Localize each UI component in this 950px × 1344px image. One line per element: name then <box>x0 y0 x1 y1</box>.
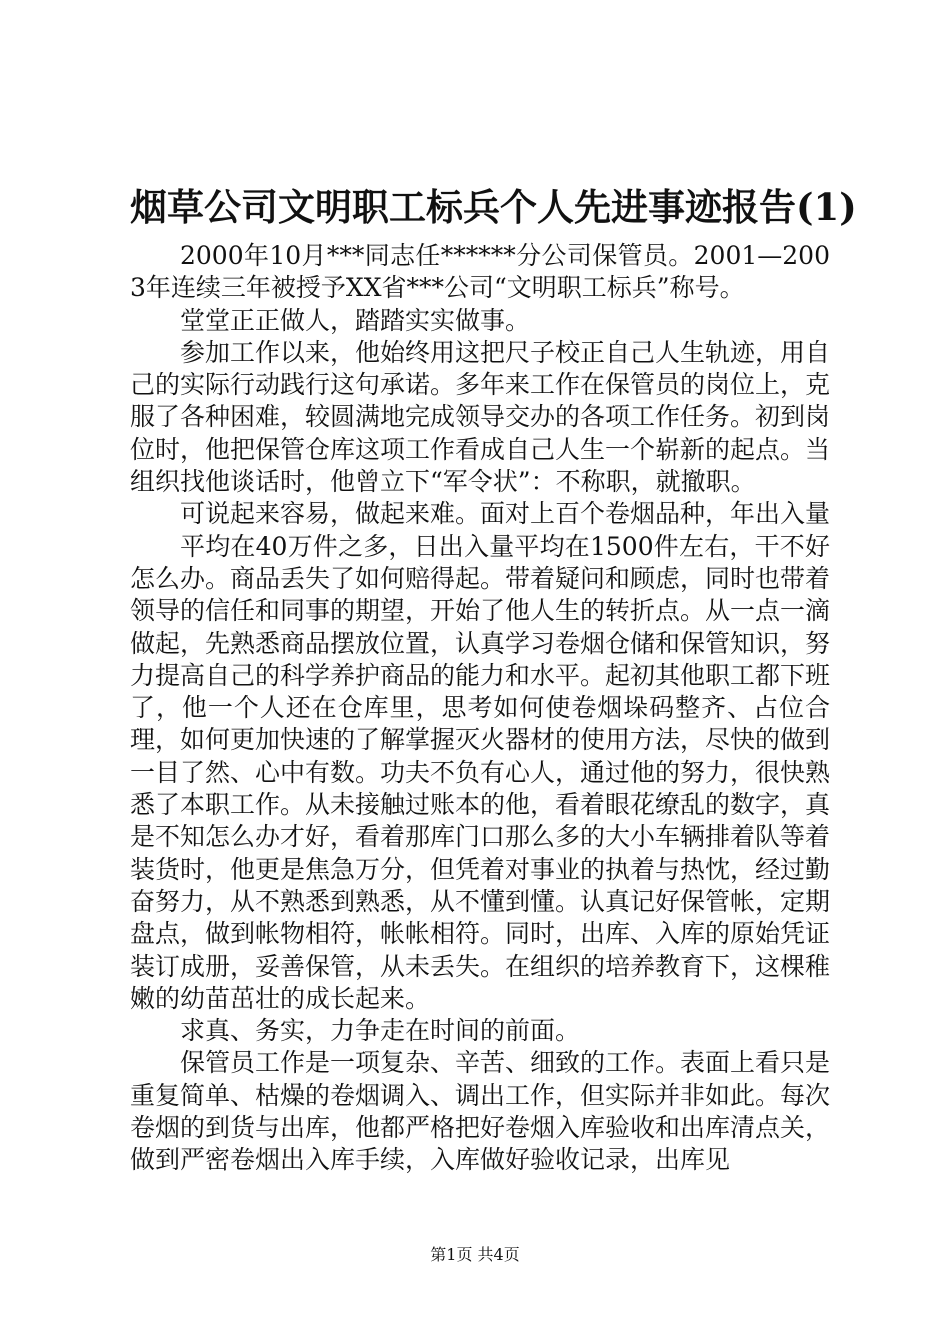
paragraph-1: 2000年10月***同志任******分公司保管员。2001—2003年连续三年被授予XX省***公司“文明职工标兵”称号。 <box>130 241 830 303</box>
paragraph-2: 堂堂正正做人，踏踏实实做事。 <box>180 305 531 335</box>
paragraph-5: 平均在40万件之多，日出入量平均在1500件左右，干不好怎么办。商品丢失了如何赔得起。带着疑问和顾虑，同时也带着领导的信任和同事的期望，开始了他人生的转折点。从一点一滴做起，先熟悉商品摆放位置，认真学习卷烟仓储和保管知识，努力提高自己的科学养护商品的能力和水平。起初其他职工都下班了，他一个人还在仓库里，思考如何使卷烟垛码整齐、占位合理，如何更加快速的了解掌握灭火器材的使用方法，尽快的做到一目了然、心中有数。功夫不负有心人，通过他的努力，很快熟悉了本职工作。从未接触过账本的他，看着眼花缭乱的数字，真是不知怎么办才好，看着那库门口那么多的大小车辆排着队等着装货时，他更是焦急万分，但凭着对事业的执着与热忱，经过勤奋努力，从不熟悉到熟悉，从不懂到懂。认真记好保管帐，定期盘点，做到帐物相符，帐帐相符。同时，出库、入库的原始凭证装订成册，妥善保管，从未丢失。在组织的培养教育下，这棵稚嫩的幼苗茁壮的成长起来。 <box>130 531 831 1013</box>
document-body <box>130 180 857 1177</box>
paragraph-7: 保管员工作是一项复杂、辛苦、细致的工作。表面上看只是重复简单、枯燥的卷烟调入、调出工作，但实际并非如此。每次卷烟的到货与出库，他都严格把好卷烟入库验收和出库清点关，做到严密卷烟出入库手续，入库做好验收记录，出库见 <box>130 1048 831 1175</box>
page-footer: 第1页 共4页 <box>430 1245 520 1264</box>
document-title: 烟草公司文明职工标兵个人先进事迹报告(1) <box>130 185 857 229</box>
paragraph-3: 参加工作以来，他始终用这把尺子校正自己人生轨迹，用自己的实际行动践行这句承诺。多年来工作在保管员的岗位上，克服了各种困难，较圆满地完成领导交办的各项工作任务。初到岗位时，他把保管仓库这项工作看成自己人生一个崭新的起点。当组织找他谈话时，他曾立下“军令状”：不称职，就撤职。 <box>130 337 831 497</box>
paragraph-4: 可说起来容易，做起来难。面对上百个卷烟品种，年出入量 <box>180 499 831 529</box>
paragraph-6: 求真、务实，力争走在时间的前面。 <box>180 1016 581 1046</box>
